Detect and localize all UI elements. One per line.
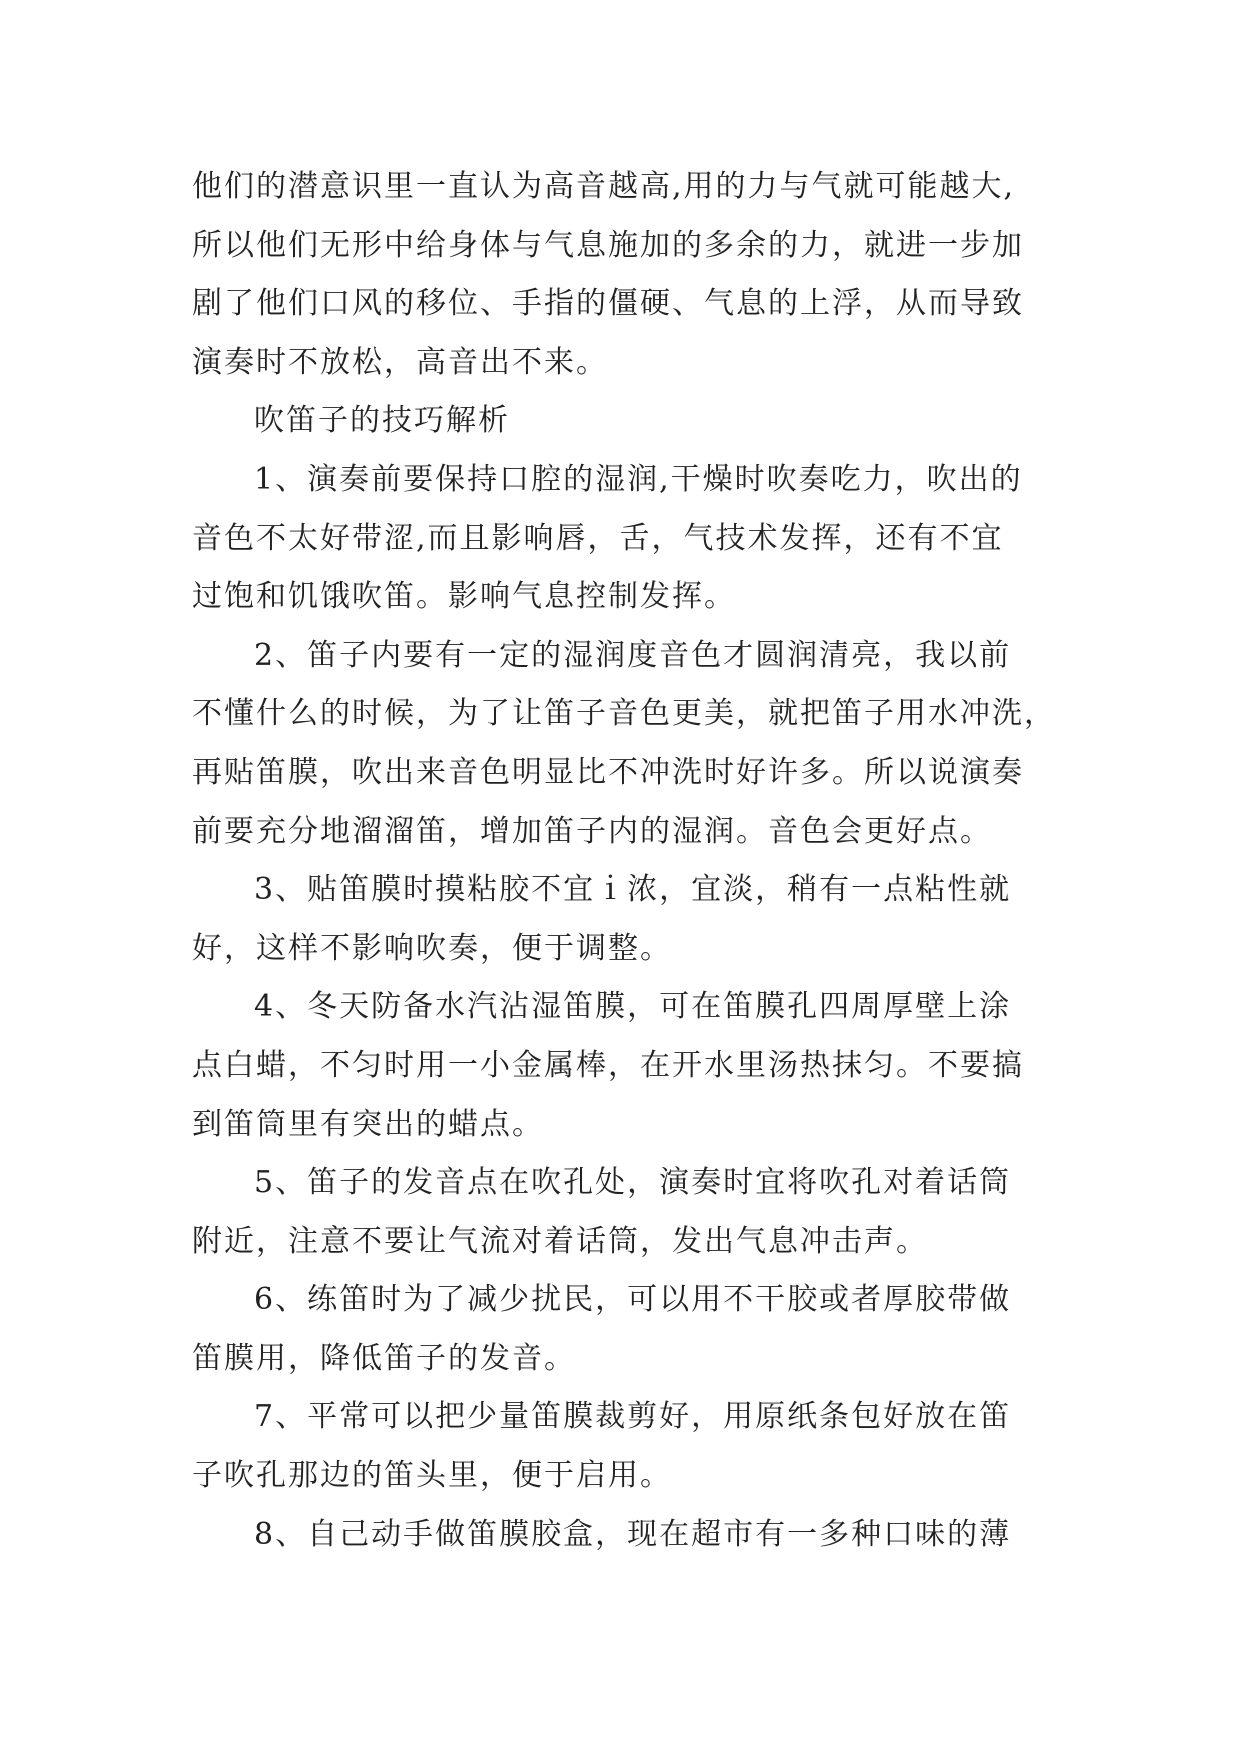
text-line: 4、冬天防备水汽沾湿笛膜，可在笛膜孔四周厚壁上涂 [254, 989, 1012, 1025]
text-line: 前要充分地溜溜笛，增加笛子内的湿润。音色会更好点。 [192, 813, 992, 849]
text-line: 好，这样不影响吹奏，便于调整。 [192, 930, 672, 966]
text-line: 音色不太好带涩,而且影响唇，舌，气技术发挥，还有不宜 [192, 520, 1004, 556]
section-heading: 吹笛子的技巧解析 [254, 403, 510, 439]
text-line: 2、笛子内要有一定的湿润度音色才圆润清亮，我以前 [254, 637, 1012, 673]
text-line: 8、自己动手做笛膜胶盒，现在超市有一多种口味的薄 [254, 1516, 1012, 1552]
text-line: 7、平常可以把少量笛膜裁剪好，用原纸条包好放在笛 [254, 1399, 1012, 1435]
text-line: 到笛筒里有突出的蜡点。 [192, 1106, 544, 1142]
text-line: 过饱和饥饿吹笛。影响气息控制发挥。 [192, 579, 736, 615]
text-line: 5、笛子的发音点在吹孔处，演奏时宜将吹孔对着话筒 [254, 1165, 1012, 1201]
text-line: 笛膜用，降低笛子的发音。 [192, 1340, 576, 1376]
text-line: 再贴笛膜，吹出来音色明显比不冲洗时好许多。所以说演奏 [192, 754, 1024, 790]
text-line: 子吹孔那边的笛头里，便于启用。 [192, 1458, 672, 1494]
text-line: 剧了他们口风的移位、手指的僵硬、气息的上浮，从而导致 [192, 286, 1024, 322]
text-line: 点白蜡，不匀时用一小金属棒，在开水里汤热抹匀。不要搞 [192, 1047, 1024, 1083]
text-line: 1、演奏前要保持口腔的湿润,干燥时吹奏吃力，吹出的 [254, 461, 1023, 497]
text-line: 所以他们无形中给身体与气息施加的多余的力，就进一步加 [192, 227, 1024, 263]
text-line: 3、贴笛膜时摸粘胶不宜ｉ浓，宜淡，稍有一点粘性就 [254, 872, 1012, 908]
text-line: 不懂什么的时候，为了让笛子音色更美，就把笛子用水冲洗， [192, 696, 1056, 732]
text-line: 他们的潜意识里一直认为高音越高,用的力与气就可能越大, [192, 169, 1016, 204]
text-line: 演奏时不放松，高音出不来。 [192, 344, 608, 380]
document-body [192, 158, 1056, 1564]
text-line: 附近，注意不要让气流对着话筒，发出气息冲击声。 [192, 1223, 928, 1259]
text-line: 6、练笛时为了减少扰民，可以用不干胶或者厚胶带做 [254, 1282, 1012, 1318]
